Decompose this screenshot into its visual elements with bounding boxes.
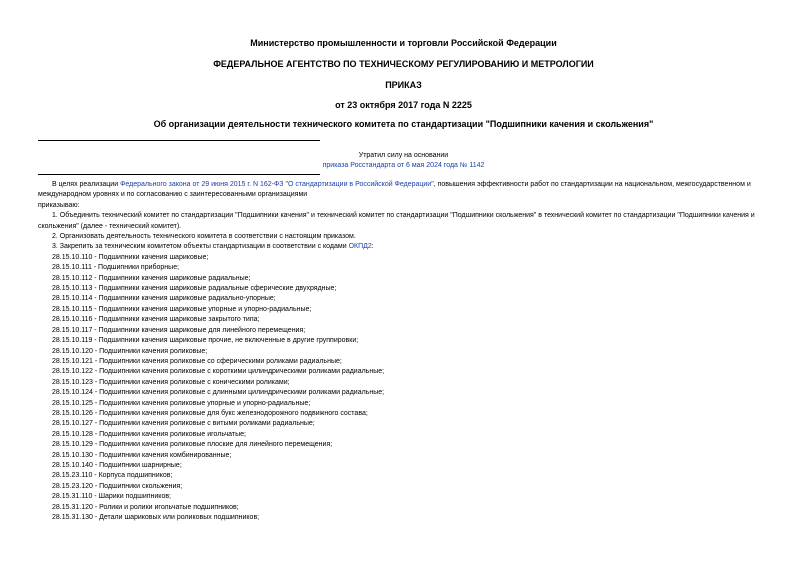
list-item: 28.15.10.116 - Подшипники качения шариковые закрытого типа; bbox=[52, 316, 260, 324]
list-item: 28.15.10.126 - Подшипники качения роликовые для букс железнодорожного подвижного состава; bbox=[52, 409, 368, 417]
list-item: 28.15.10.130 - Подшипники качения комбинированные; bbox=[52, 451, 232, 459]
repeal-order-link[interactable]: приказа Росстандарта от 6 мая 2024 года № 1142 bbox=[322, 162, 485, 169]
date-number-heading: от 23 октября 2017 года N 2225 bbox=[335, 100, 472, 110]
status-note-text: Утратил силу на основании bbox=[358, 152, 449, 159]
order-word: приказываю: bbox=[38, 201, 80, 209]
divider-bottom bbox=[38, 174, 320, 175]
list-item: 28.15.10.113 - Подшипники качения шариковые радиальные сферические двухрядные; bbox=[52, 285, 337, 293]
ministry-heading: Министерство промышленности и торговли Российской Федерации bbox=[250, 38, 557, 48]
list-item: 28.15.23.120 - Подшипники скольжения; bbox=[52, 482, 183, 490]
list-item: 28.15.10.117 - Подшипники качения шариковые для линейного перемещения; bbox=[52, 326, 306, 334]
list-item: 28.15.10.120 - Подшипники качения роликовые; bbox=[52, 347, 208, 355]
paragraph-3: 3. Закрепить за техническим комитетом объекты стандартизации в соответствии с кодами ОКПД2: bbox=[52, 243, 374, 251]
doc-type-heading: ПРИКАЗ bbox=[385, 80, 422, 90]
code-list bbox=[38, 253, 771, 524]
status-note bbox=[0, 151, 807, 171]
list-item: 28.15.10.140 - Подшипники шарнирные; bbox=[52, 461, 182, 469]
federal-law-link[interactable]: Федерального закона от 29 июня 2015 г. N 162-ФЗ "О стандартизации в Российской Федерации" bbox=[120, 181, 434, 188]
paragraph-1: 1. Объединить технический комитет по стандартизации "Подшипники качения" и технический комитет по стандартизации "Подшипники скольжения" в технический комитет по стандартизации "Подшипники качения и скольжения" (далее - технический комитет). bbox=[38, 212, 755, 230]
list-item: 28.15.10.115 - Подшипники качения шариковые упорные и упорно-радиальные; bbox=[52, 305, 312, 313]
document-title: Об организации деятельности технического комитета по стандартизации "Подшипники качения и скольжения" bbox=[153, 119, 654, 129]
list-item: 28.15.10.119 - Подшипники качения шариковые прочие, не включенные в другие группировки; bbox=[52, 337, 359, 345]
list-item: 28.15.10.123 - Подшипники качения роликовые с коническими роликами; bbox=[52, 378, 290, 386]
agency-heading: ФЕДЕРАЛЬНОЕ АГЕНТСТВО ПО ТЕХНИЧЕСКОМУ РЕГУЛИРОВАНИЮ И МЕТРОЛОГИИ bbox=[213, 59, 594, 69]
list-item: 28.15.10.125 - Подшипники качения роликовые упорные и упорно-радиальные; bbox=[52, 399, 311, 407]
list-item: 28.15.10.128 - Подшипники качения роликовые игольчатые; bbox=[52, 430, 246, 438]
divider-top bbox=[38, 140, 320, 141]
list-item: 28.15.10.129 - Подшипники качения роликовые плоские для линейного перемещения; bbox=[52, 441, 333, 449]
list-item: 28.15.10.127 - Подшипники качения роликовые с витыми роликами радиальные; bbox=[52, 420, 315, 428]
okpd2-link[interactable]: ОКПД2 bbox=[348, 243, 372, 251]
list-item: 28.15.31.130 - Детали шариковых или роликовых подшипников; bbox=[52, 514, 260, 521]
document-body bbox=[38, 180, 771, 523]
list-item: 28.15.31.120 - Ролики и ролики игольчатые подшипников; bbox=[52, 503, 239, 511]
intro-paragraph: В целях реализации Федерального закона от 29 июня 2015 г. N 162-ФЗ "О стандартизации в Российской Федерации", повышения эффективности работ по стандартизации на национальном, межгосударственном и международном уровнях и по согласованию с заинтересованными организациями bbox=[38, 181, 751, 199]
list-item: 28.15.10.121 - Подшипники качения роликовые со сферическими роликами радиальные; bbox=[52, 357, 342, 365]
list-item: 28.15.10.112 - Подшипники качения шариковые радиальные; bbox=[52, 274, 251, 282]
list-item: 28.15.10.122 - Подшипники качения роликовые с короткими цилиндрическими роликами радиальные; bbox=[52, 368, 385, 376]
list-item: 28.15.10.114 - Подшипники качения шариковые радиально-упорные; bbox=[52, 295, 276, 303]
list-item: 28.15.23.110 - Корпуса подшипников; bbox=[52, 472, 173, 480]
paragraph-2: 2. Организовать деятельность технического комитета в соответствии с настоящим приказом. bbox=[52, 233, 356, 241]
list-item: 28.15.10.111 - Подшипники приборные; bbox=[52, 264, 180, 272]
list-item: 28.15.10.124 - Подшипники качения роликовые с длинными цилиндрическими роликами радиальные; bbox=[52, 389, 385, 397]
list-item: 28.15.31.110 - Шарики подшипников; bbox=[52, 493, 172, 501]
list-item: 28.15.10.110 - Подшипники качения шариковые; bbox=[52, 253, 209, 261]
